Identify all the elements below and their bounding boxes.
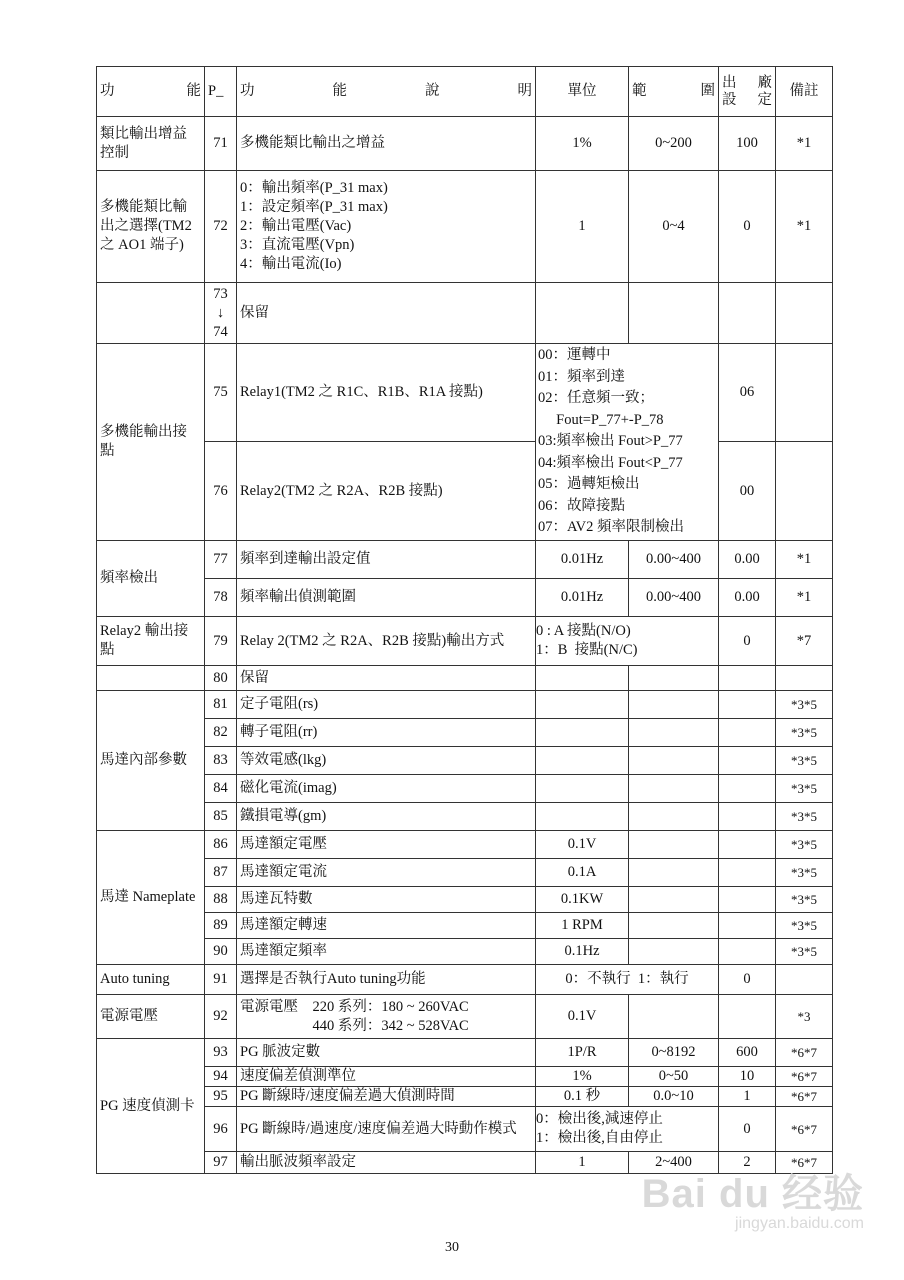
relay-option: 01：頻率到達	[538, 368, 625, 385]
note-cell: *3*5	[776, 747, 833, 775]
header-char: 能	[186, 83, 201, 99]
description-line: 馬達額定電壓	[240, 836, 327, 852]
header-description	[237, 67, 536, 117]
description-line: PG 斷線時/過速度/速度偏差過大時動作模式	[240, 1120, 517, 1137]
default-cell: 0	[719, 617, 776, 666]
header-note: 備註	[776, 67, 833, 117]
table-row	[97, 965, 833, 995]
default-cell: 0.00	[719, 541, 776, 579]
function-group-cell	[97, 666, 205, 691]
param-number: 78	[205, 579, 237, 617]
default-cell	[719, 719, 776, 747]
relay-option: 00：運轉中	[538, 347, 611, 364]
description-line: 4：輸出電流(Io)	[240, 256, 342, 272]
note-cell: *7	[776, 617, 833, 666]
header-text	[722, 92, 772, 109]
param-number: 96	[205, 1107, 237, 1152]
table-row	[97, 939, 833, 965]
header-char: 廠	[757, 74, 772, 91]
range-cell	[629, 831, 719, 859]
option-line: 1：B 接點(N/C)	[536, 642, 638, 658]
table-row	[97, 541, 833, 579]
param-number: 72	[205, 171, 237, 283]
default-cell: 2	[719, 1152, 776, 1174]
range-cell: 0.00~400	[629, 579, 719, 617]
description-cell	[237, 617, 536, 666]
relay-option: 05：過轉矩檢出	[538, 476, 640, 493]
default-cell	[719, 283, 776, 344]
range-cell	[629, 995, 719, 1039]
description-cell	[237, 1152, 536, 1174]
header-text	[100, 82, 201, 101]
function-group-cell: 多機能輸出接點	[97, 344, 205, 541]
unit-cell: 0.1KW	[536, 887, 629, 913]
param-number: 83	[205, 747, 237, 775]
header-char: 設	[722, 91, 737, 108]
param-number: 91	[205, 965, 237, 995]
param-number: 76	[205, 442, 237, 541]
param-number: 80	[205, 666, 237, 691]
note-cell: *6*7	[776, 1087, 833, 1107]
description-cell	[237, 775, 536, 803]
description-line: 1：設定頻率(P_31 max)	[240, 199, 388, 215]
param-number: 88	[205, 887, 237, 913]
description-cell	[237, 283, 536, 344]
unit-cell	[536, 775, 629, 803]
description-line: 馬達瓦特數	[240, 891, 313, 907]
header-text	[722, 75, 772, 92]
header-p: P_	[205, 67, 237, 117]
default-cell	[719, 666, 776, 691]
default-cell	[719, 995, 776, 1039]
param-number: 79	[205, 617, 237, 666]
default-cell	[719, 691, 776, 719]
option-line: 0 : A 接點(N/O)	[536, 623, 631, 639]
note-cell: *6*7	[776, 1107, 833, 1152]
unit-cell: 0.01Hz	[536, 579, 629, 617]
param-number: 94	[205, 1067, 237, 1087]
table-row	[97, 344, 833, 442]
header-char: 出	[722, 74, 737, 91]
table-row	[97, 283, 833, 344]
description-line: 頻率到達輸出設定值	[240, 551, 371, 567]
description-line: 馬達額定轉速	[240, 917, 327, 933]
description-line: 0：輸出頻率(P_31 max)	[240, 180, 388, 196]
description-line: 頻率輸出偵測範圍	[240, 589, 356, 605]
table-row	[97, 995, 833, 1039]
description-cell	[237, 579, 536, 617]
param-number: 73 ↓ 74	[205, 283, 237, 344]
description-line: 鐵損電導(gm)	[240, 808, 327, 824]
relay-options-cell	[536, 344, 719, 541]
description-line: PG 斷線時/速度偏差過大偵測時間	[240, 1088, 455, 1104]
range-cell	[629, 859, 719, 887]
table-row	[97, 579, 833, 617]
relay-option: 07：AV2 頻率限制檢出	[538, 519, 684, 536]
header-row	[97, 67, 833, 117]
range-cell: 0.00~400	[629, 541, 719, 579]
relay-option: 06：故障接點	[538, 497, 625, 514]
description-line: 速度偏差偵測準位	[240, 1068, 356, 1084]
description-cell	[237, 1087, 536, 1107]
option-line: 1：檢出後,自由停止	[536, 1130, 663, 1146]
description-cell	[237, 887, 536, 913]
description-cell	[237, 913, 536, 939]
description-cell	[237, 442, 536, 541]
unit-cell: 0.1Hz	[536, 939, 629, 965]
page-number: 30	[445, 1240, 459, 1255]
description-line: Relay1(TM2 之 R1C、R1B、R1A 接點)	[240, 384, 483, 400]
header-text	[632, 82, 715, 101]
range-cell: 0~50	[629, 1067, 719, 1087]
table-row	[97, 859, 833, 887]
range-cell	[629, 887, 719, 913]
header-unit: 單位	[536, 67, 629, 117]
watermark-logo: Bai du 经验	[641, 1172, 864, 1216]
description-line: 保留	[240, 304, 269, 321]
default-cell: 100	[719, 117, 776, 171]
range-cell	[629, 939, 719, 965]
description-line: 馬達額定電流	[240, 864, 327, 880]
unit-cell: 1	[536, 171, 629, 283]
header-char: 範	[632, 83, 647, 99]
parameter-table	[96, 66, 833, 1174]
unit-cell: 1%	[536, 1067, 629, 1087]
description-cell	[237, 1039, 536, 1067]
note-cell: *3*5	[776, 775, 833, 803]
param-number: 89	[205, 913, 237, 939]
default-cell	[719, 775, 776, 803]
note-cell	[776, 666, 833, 691]
note-cell	[776, 283, 833, 344]
options-cell	[536, 1107, 719, 1152]
default-cell: 06	[719, 344, 776, 442]
note-cell: *3*5	[776, 831, 833, 859]
table-row	[97, 913, 833, 939]
table-row	[97, 803, 833, 831]
description-cell	[237, 995, 536, 1039]
unit-cell: 0.1V	[536, 995, 629, 1039]
table-row	[97, 775, 833, 803]
description-cell	[237, 859, 536, 887]
default-cell	[719, 939, 776, 965]
function-group-cell	[97, 283, 205, 344]
description-line: 保留	[240, 669, 269, 686]
note-cell: *6*7	[776, 1152, 833, 1174]
description-cell	[237, 831, 536, 859]
note-cell: *6*7	[776, 1067, 833, 1087]
table-row	[97, 691, 833, 719]
function-group-cell: PG 速度偵測卡	[97, 1039, 205, 1174]
unit-cell	[536, 691, 629, 719]
description-cell	[237, 666, 536, 691]
unit-cell	[536, 666, 629, 691]
default-cell: 1	[719, 1087, 776, 1107]
range-cell	[629, 803, 719, 831]
header-function	[97, 67, 205, 117]
header-range	[629, 67, 719, 117]
note-cell: *3	[776, 995, 833, 1039]
header-char: 圍	[700, 83, 715, 99]
header-char: 明	[517, 83, 532, 99]
default-cell	[719, 831, 776, 859]
description-cell	[237, 939, 536, 965]
default-cell: 0	[719, 965, 776, 995]
param-number: 87	[205, 859, 237, 887]
note-cell: *3*5	[776, 719, 833, 747]
param-number: 75	[205, 344, 237, 442]
range-cell: 0~4	[629, 171, 719, 283]
description-line: 轉子電阻(rr)	[240, 724, 318, 740]
header-char: 功	[240, 83, 255, 99]
note-cell	[776, 344, 833, 442]
function-group-cell: Relay2 輸出接點	[97, 617, 205, 666]
note-cell: *6*7	[776, 1039, 833, 1067]
description-cell	[237, 747, 536, 775]
description-cell	[237, 719, 536, 747]
table-row	[97, 831, 833, 859]
param-number: 81	[205, 691, 237, 719]
relay-option: 02：任意頻一致；	[538, 390, 654, 407]
relay-option: Fout=P_77+-P_78	[538, 411, 664, 428]
header-default	[719, 67, 776, 117]
unit-cell	[536, 283, 629, 344]
function-group-cell: Auto tuning	[97, 965, 205, 995]
default-cell: 600	[719, 1039, 776, 1067]
description-cell	[237, 1107, 536, 1152]
note-cell: *3*5	[776, 859, 833, 887]
default-cell	[719, 803, 776, 831]
param-number: 71	[205, 117, 237, 171]
note-cell: *3*5	[776, 887, 833, 913]
relay-option: 04:頻率檢出 Fout<P_77	[538, 454, 683, 471]
param-number: 95	[205, 1087, 237, 1107]
table-row	[97, 1067, 833, 1087]
unit-cell	[536, 719, 629, 747]
description-line: 多機能類比輸出之增益	[240, 135, 385, 151]
description-line: 電源電壓 220 系列：180 ~ 260VAC	[240, 998, 469, 1015]
default-cell	[719, 859, 776, 887]
function-group-cell: 頻率檢出	[97, 541, 205, 617]
unit-cell: 0.1V	[536, 831, 629, 859]
table-row	[97, 887, 833, 913]
description-cell	[237, 541, 536, 579]
description-line: Relay 2(TM2 之 R2A、R2B 接點)輸出方式	[240, 632, 505, 649]
description-cell	[237, 803, 536, 831]
default-cell: 0	[719, 171, 776, 283]
note-cell: *1	[776, 171, 833, 283]
range-cell	[629, 283, 719, 344]
description-line: PG 脈波定數	[240, 1044, 321, 1060]
description-cell	[237, 117, 536, 171]
table-row	[97, 666, 833, 691]
relay-option: 03:頻率檢出 Fout>P_77	[538, 433, 683, 450]
range-cell	[629, 719, 719, 747]
table-row	[97, 719, 833, 747]
header-char: 功	[100, 83, 115, 99]
note-cell	[776, 442, 833, 541]
description-line: 440 系列：342 ~ 528VAC	[240, 1017, 469, 1034]
range-cell: 0~200	[629, 117, 719, 171]
option-line: 0：不執行 1：執行	[565, 971, 689, 987]
table-row	[97, 442, 833, 541]
note-cell: *3*5	[776, 803, 833, 831]
description-cell	[237, 691, 536, 719]
unit-cell: 0.1A	[536, 859, 629, 887]
table-row	[97, 1107, 833, 1152]
param-number: 84	[205, 775, 237, 803]
description-line: 輸出脈波頻率設定	[240, 1154, 356, 1170]
default-cell: 00	[719, 442, 776, 541]
range-cell	[629, 691, 719, 719]
param-number: 93	[205, 1039, 237, 1067]
description-line: 定子電阻(rs)	[240, 696, 319, 712]
option-line: 0：檢出後,減速停止	[536, 1111, 663, 1127]
default-cell: 10	[719, 1067, 776, 1087]
param-number: 97	[205, 1152, 237, 1174]
param-number: 77	[205, 541, 237, 579]
note-cell: *1	[776, 541, 833, 579]
default-cell: 0	[719, 1107, 776, 1152]
table-row	[97, 171, 833, 283]
description-line: 選擇是否執行Auto tuning功能	[240, 971, 426, 987]
unit-cell: 0.01Hz	[536, 541, 629, 579]
table-row	[97, 1087, 833, 1107]
watermark-url: jingyan.baidu.com	[735, 1215, 864, 1232]
header-char: 能	[332, 83, 347, 99]
function-group-cell: 多機能類比輸出之選擇(TM2 之 AO1 端子)	[97, 171, 205, 283]
range-cell	[629, 775, 719, 803]
param-number: 85	[205, 803, 237, 831]
table-row	[97, 747, 833, 775]
range-cell	[629, 666, 719, 691]
options-cell	[536, 965, 719, 995]
range-cell: 2~400	[629, 1152, 719, 1174]
range-cell: 0.0~10	[629, 1087, 719, 1107]
default-cell	[719, 747, 776, 775]
header-char: 定	[757, 91, 772, 108]
param-number: 86	[205, 831, 237, 859]
baidu-watermark	[642, 1162, 864, 1233]
note-cell: *3*5	[776, 939, 833, 965]
function-group-cell: 馬達內部參數	[97, 691, 205, 831]
description-cell	[237, 171, 536, 283]
unit-cell: 1P/R	[536, 1039, 629, 1067]
unit-cell: 0.1 秒	[536, 1087, 629, 1107]
unit-cell	[536, 747, 629, 775]
note-cell: *3*5	[776, 691, 833, 719]
header-text	[240, 82, 532, 101]
unit-cell	[536, 803, 629, 831]
description-cell	[237, 344, 536, 442]
unit-cell: 1 RPM	[536, 913, 629, 939]
unit-cell: 1%	[536, 117, 629, 171]
table-row	[97, 117, 833, 171]
default-cell: 0.00	[719, 579, 776, 617]
default-cell	[719, 913, 776, 939]
description-cell	[237, 965, 536, 995]
function-group-cell: 電源電壓	[97, 995, 205, 1039]
description-cell	[237, 1067, 536, 1087]
range-cell	[629, 747, 719, 775]
options-cell	[536, 617, 719, 666]
description-line: 等效電感(lkg)	[240, 752, 327, 768]
unit-cell: 1	[536, 1152, 629, 1174]
range-cell: 0~8192	[629, 1039, 719, 1067]
description-line: 2：輸出電壓(Vac)	[240, 218, 352, 234]
param-number: 92	[205, 995, 237, 1039]
range-cell	[629, 913, 719, 939]
description-line: Relay2(TM2 之 R2A、R2B 接點)	[240, 482, 443, 499]
param-number: 90	[205, 939, 237, 965]
function-group-cell: 馬達 Nameplate	[97, 831, 205, 965]
description-line: 馬達額定頻率	[240, 943, 327, 959]
note-cell	[776, 965, 833, 995]
table-row	[97, 1039, 833, 1067]
note-cell: *1	[776, 117, 833, 171]
note-cell: *1	[776, 579, 833, 617]
param-number: 82	[205, 719, 237, 747]
description-line: 磁化電流(imag)	[240, 780, 337, 796]
default-cell	[719, 887, 776, 913]
description-line: 3：直流電壓(Vpn)	[240, 237, 355, 253]
note-cell: *3*5	[776, 913, 833, 939]
header-char: 說	[425, 83, 440, 99]
table-row	[97, 617, 833, 666]
function-group-cell: 類比輸出增益控制	[97, 117, 205, 171]
